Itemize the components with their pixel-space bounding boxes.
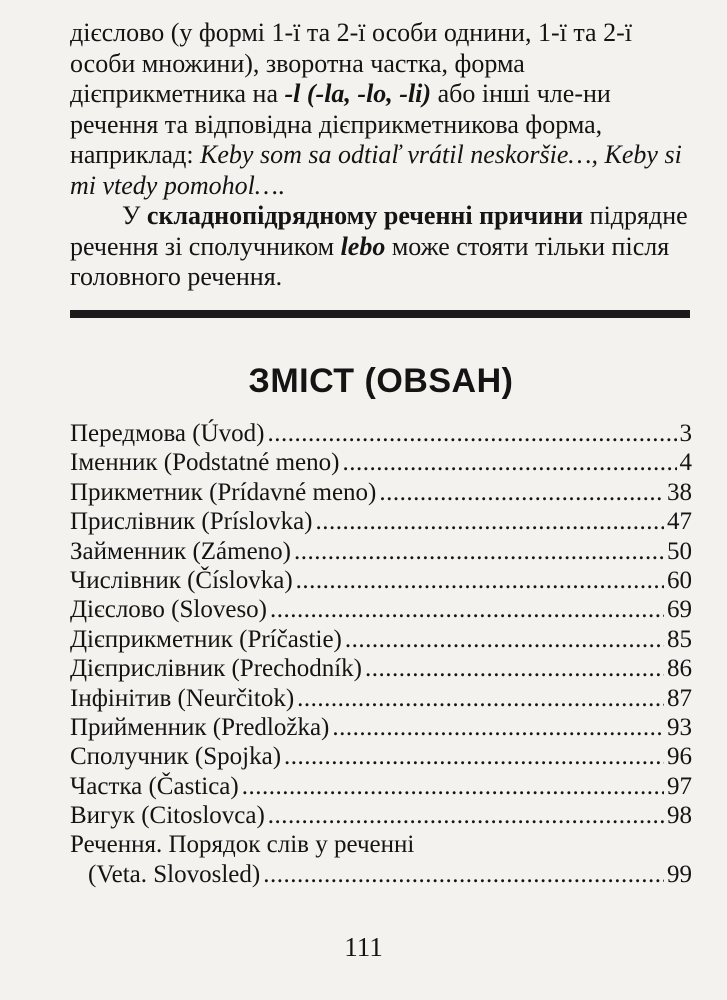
- toc-entry-label: Дієприкметник (Príčastie): [70, 625, 342, 653]
- toc-page-number: 47: [667, 508, 692, 536]
- toc-page-number: 3: [679, 420, 692, 447]
- toc-page-number: 98: [667, 802, 692, 830]
- toc-leader-dots: [297, 684, 664, 713]
- toc-page-number: 97: [667, 772, 692, 800]
- toc-entry-label: Прикметник (Prídavné meno): [70, 478, 377, 506]
- paragraph-verb-forms: [70, 18, 692, 201]
- toc-page-number: 85: [667, 625, 692, 653]
- toc-page-number: 96: [667, 743, 692, 771]
- paragraph-causal-clause: [70, 201, 692, 293]
- toc-entry[interactable]: [70, 713, 692, 742]
- toc-leader-dots: [379, 478, 664, 507]
- toc-entry-label: (Veta. Slovosled): [88, 860, 261, 888]
- toc-page-number: 87: [667, 684, 692, 712]
- toc-entry-label: Речення. Порядок слів у реченні: [70, 831, 415, 859]
- toc-leader-dots: [365, 654, 664, 683]
- text-run: дієслово (у формі 1-ї та 2-ї особи однини, 1-ї та 2-ї особи множини), зворотна частка, форма дієприкметника на: [70, 18, 632, 108]
- text-run: У: [122, 201, 147, 230]
- toc-leader-dots: [270, 595, 664, 624]
- toc-entry-label: Займенник (Zámeno): [70, 537, 292, 565]
- toc-entry[interactable]: [70, 507, 692, 536]
- text-run: або інші чле-ни речення та відповідна дієприкметникова форма, наприклад:: [70, 79, 611, 169]
- toc-entry[interactable]: [70, 448, 692, 477]
- toc-leader-dots: [284, 742, 664, 771]
- toc-leader-dots: [342, 448, 676, 477]
- toc-leader-dots: [332, 713, 664, 742]
- section-divider: [70, 310, 690, 318]
- toc-page-number: 69: [667, 596, 692, 624]
- toc-entry[interactable]: [70, 772, 692, 801]
- toc-entry[interactable]: [70, 654, 692, 683]
- toc-title: ЗМІСТ (OBSAH): [248, 362, 514, 400]
- body-text: [70, 18, 692, 293]
- table-of-contents: [70, 419, 692, 889]
- toc-entry-label: Частка (Častica): [70, 772, 239, 800]
- toc-entry-label: Дієслово (Sloveso): [70, 596, 268, 624]
- toc-entry-label: Дієприслівник (Prechodník): [70, 655, 362, 683]
- text-run-bold-italic: lebo: [340, 231, 386, 261]
- toc-entry-continuation[interactable]: [70, 860, 692, 889]
- toc-entry[interactable]: [70, 478, 692, 507]
- toc-entry[interactable]: [70, 742, 692, 771]
- page-number: 111: [344, 932, 383, 962]
- toc-leader-dots: [242, 772, 664, 801]
- toc-leader-dots: [296, 566, 664, 595]
- toc-entry[interactable]: [70, 419, 692, 448]
- toc-page-number: 60: [667, 566, 692, 594]
- toc-entry[interactable]: [70, 537, 692, 566]
- toc-page-number: 38: [667, 478, 692, 506]
- toc-entry-label: Вигук (Citoslovca): [70, 802, 265, 830]
- toc-entry-label: Сполучник (Spojka): [70, 743, 282, 771]
- toc-entry-label: Прийменник (Predložka): [70, 713, 330, 741]
- text-run: .: [277, 170, 285, 200]
- toc-page-number: 93: [667, 713, 692, 741]
- text-run-bold-italic: -l (-la, -lo, -li): [284, 79, 432, 108]
- toc-entry-label: Числівник (Číslovka): [70, 566, 293, 594]
- toc-entry[interactable]: [70, 830, 692, 859]
- toc-page-number: 4: [679, 449, 692, 477]
- toc-entry-label: Іменник (Podstatné meno): [70, 449, 340, 477]
- toc-entry-label: Прислівник (Príslovka): [70, 508, 313, 536]
- toc-entry[interactable]: [70, 566, 692, 595]
- toc-leader-dots: [268, 801, 664, 830]
- toc-entry[interactable]: [70, 625, 692, 654]
- toc-entry[interactable]: [70, 801, 692, 830]
- toc-leader-dots: [294, 537, 664, 566]
- toc-page-number: 99: [667, 860, 692, 888]
- toc-leader-dots: [316, 507, 664, 536]
- toc-entry-label: Інфінітив (Neurčitok): [70, 684, 295, 712]
- toc-leader-dots: [263, 860, 664, 889]
- text-run: підрядне речення зі сполучником: [70, 201, 688, 261]
- toc-leader-dots: [267, 419, 676, 448]
- toc-page-number: 50: [667, 537, 692, 565]
- toc-leader-dots: [345, 625, 664, 654]
- toc-entry[interactable]: [70, 684, 692, 713]
- text-run-bold: складнопідрядному реченні причини: [146, 201, 584, 230]
- toc-page-number: 86: [667, 655, 692, 683]
- example-italic: Keby som sa odtiaľ vrátil neskoršie…, Keby si mi vtedy pomohol…: [70, 140, 682, 200]
- toc-entry-label: Передмова (Úvod): [70, 420, 265, 447]
- toc-entry[interactable]: [70, 595, 692, 624]
- text-run: може стояти тільки після головного речення.: [70, 231, 670, 291]
